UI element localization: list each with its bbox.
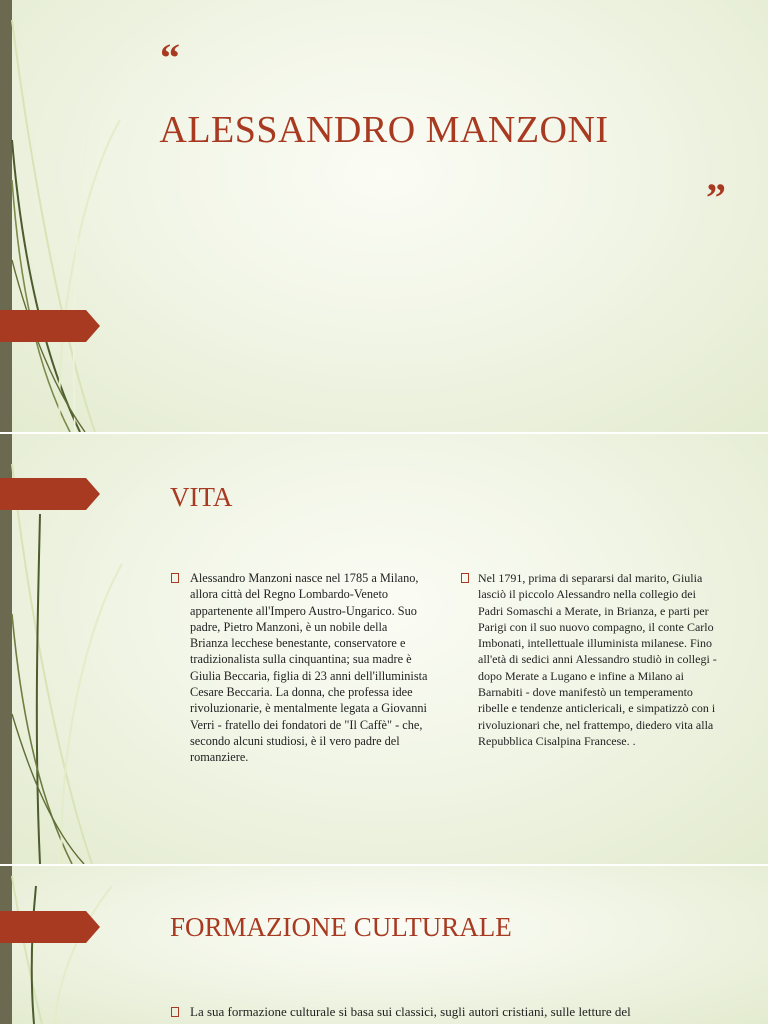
close-quote: ” — [706, 175, 726, 220]
vita-column-1: Alessandro Manzoni nasce nel 1785 a Milano, allora città del Regno Lombardo-Veneto appartenente all'Impero Austro-Ungarico. Suo padre, Pietro Manzoni, è un nobile della Brianza lecchese benestante, conservatore e tradizionalista sulla cinquantina; sua madre è Giulia Beccaria, figlia di 23 anni dell'illuminista Cesare Beccaria. La donna, che professa idee rivoluzionarie, è mentalmente legata a Giovanni Verri - fratello dei fondatori de "Il Caffè" - che, secondo alcuni studiosi, è il vero padre del romanziere. — [190, 571, 428, 765]
slide-formazione — [0, 866, 768, 1024]
bullet-marker — [171, 573, 179, 583]
red-arrow-marker — [0, 911, 100, 943]
section-title-vita: VITA — [170, 482, 233, 512]
slide-title — [0, 0, 768, 432]
bullet-marker — [171, 1007, 179, 1017]
slide-vita — [0, 434, 768, 864]
bullet-marker — [461, 573, 469, 583]
red-arrow-marker — [0, 310, 100, 342]
swoosh-decoration — [0, 866, 130, 1024]
slide-title-text: ALESSANDRO MANZONI — [159, 109, 609, 151]
red-arrow-marker — [0, 478, 100, 510]
open-quote: “ — [160, 35, 180, 80]
section-title-formazione: FORMAZIONE CULTURALE — [170, 912, 512, 942]
formazione-text: La sua formazione culturale si basa sui classici, sugli autori cristiani, sulle letture del — [190, 1004, 631, 1019]
swoosh-decoration — [0, 0, 130, 432]
vita-column-2: Nel 1791, prima di separarsi dal marito, Giulia lasciò il piccolo Alessandro nella collegio dei Padri Somaschi a Merate, in Brianza, e parti per Parigi con il suo nuovo compagno, il conte Carlo Imbonati, intellettuale illuminista milanese. Fino all'età di sedici anni Alessandro studiò in collegi - dopo Merate a Lugano e infine a Milano ai Barnabiti - dove manifestò un temperamento ribelle e tendenze anticlericali, e simpatizzò con i rivoluzionari che, nel frattempo, diedero vita alla Repubblica Cisalpina Francese. . — [478, 571, 717, 748]
